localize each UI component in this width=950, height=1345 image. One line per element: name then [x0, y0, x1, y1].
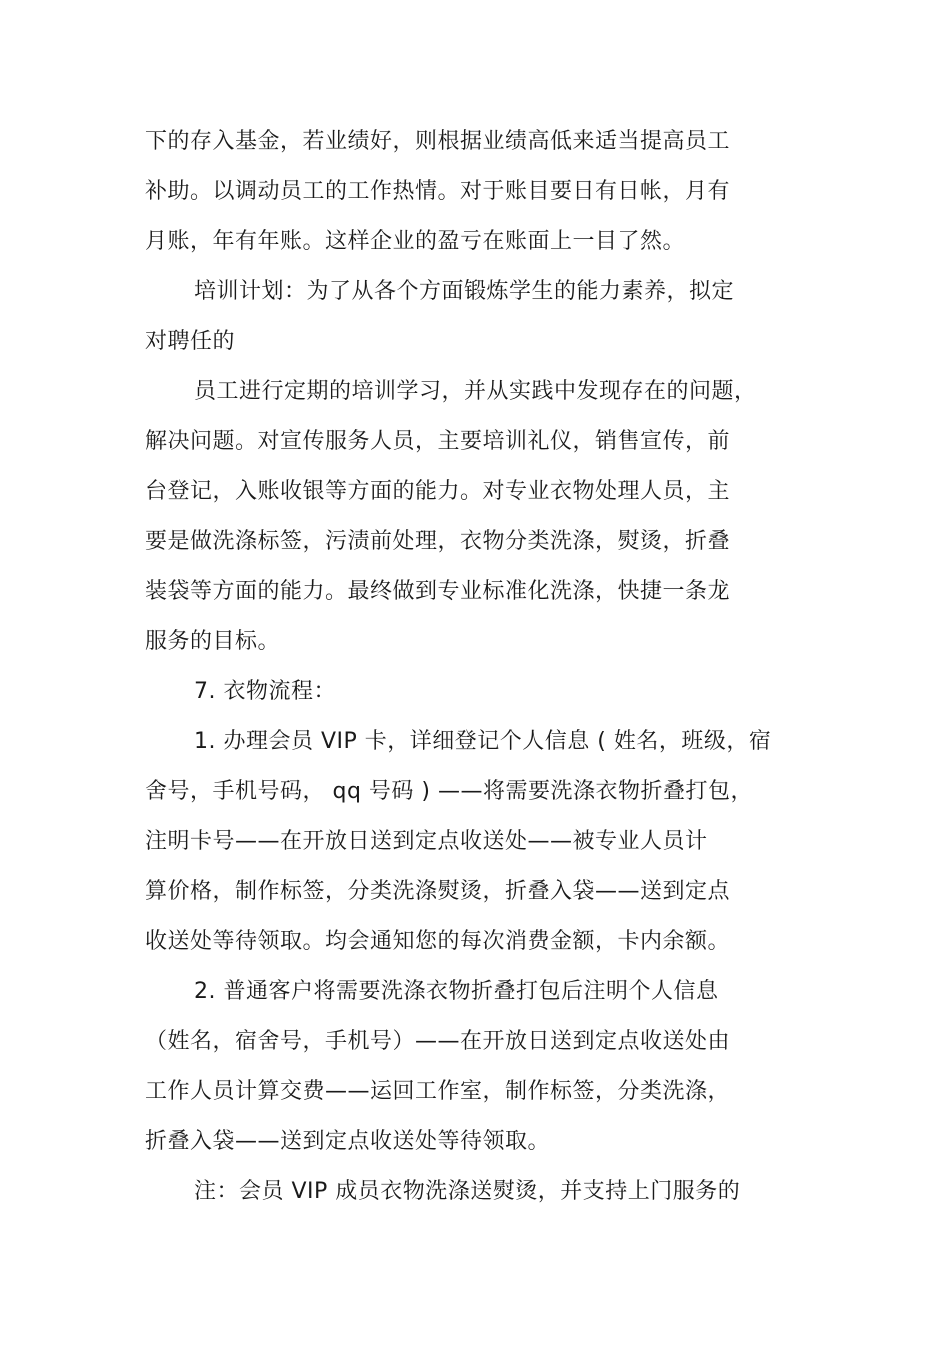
text-line: 月账，年有年账。这样企业的盈亏在账面上一目了然。 — [145, 229, 686, 254]
text-line: 工作人员计算交费——运回工作室，制作标签，分类洗涤， — [145, 1079, 731, 1104]
text-line: 员工进行定期的培训学习，并从实践中发现存在的问题， — [194, 379, 757, 404]
text-line: （姓名，宿舍号，手机号）——在开放日送到定点收送处由 — [145, 1029, 731, 1054]
text-line: 补助。以调动员工的工作热情。对于账目要日有日帐，月有 — [145, 179, 731, 204]
text-line: 算价格，制作标签，分类洗涤熨烫，折叠入袋——送到定点 — [145, 879, 731, 904]
text-line: 折叠入袋——送到定点收送处等待领取。 — [145, 1129, 551, 1154]
text-line: 下的存入基金，若业绩好，则根据业绩高低来适当提高员工 — [145, 129, 731, 154]
text-line: 注：会员 VIP 成员衣物洗涤送熨烫，并支持上门服务的 — [194, 1179, 741, 1204]
text-line: 2. 普通客户将需要洗涤衣物折叠打包后注明个人信息 — [194, 979, 719, 1004]
text-line: 对聘任的 — [145, 329, 236, 354]
text-line: 培训计划：为了从各个方面锻炼学生的能力素养，拟定 — [194, 279, 735, 304]
text-line: 注明卡号——在开放日送到定点收送处——被专业人员计 — [145, 829, 708, 854]
text-line: 台登记，入账收银等方面的能力。对专业衣物处理人员，主 — [145, 479, 731, 504]
section-heading: 7. 衣物流程： — [194, 679, 336, 704]
text-line: 收送处等待领取。均会通知您的每次消费金额，卡内余额。 — [145, 929, 731, 954]
text-line: 解决问题。对宣传服务人员，主要培训礼仪，销售宣传，前 — [145, 429, 731, 454]
text-line: 装袋等方面的能力。最终做到专业标准化洗涤，快捷一条龙 — [145, 579, 731, 604]
text-line: 舍号，手机号码， qq 号码 ) ——将需要洗涤衣物折叠打包， — [145, 779, 753, 804]
text-line: 要是做洗涤标签，污渍前处理，衣物分类洗涤，熨烫，折叠 — [145, 529, 731, 554]
text-line: 服务的目标。 — [145, 629, 281, 654]
text-line: 1. 办理会员 VIP 卡，详细登记个人信息 ( 姓名，班级，宿 — [194, 729, 772, 754]
